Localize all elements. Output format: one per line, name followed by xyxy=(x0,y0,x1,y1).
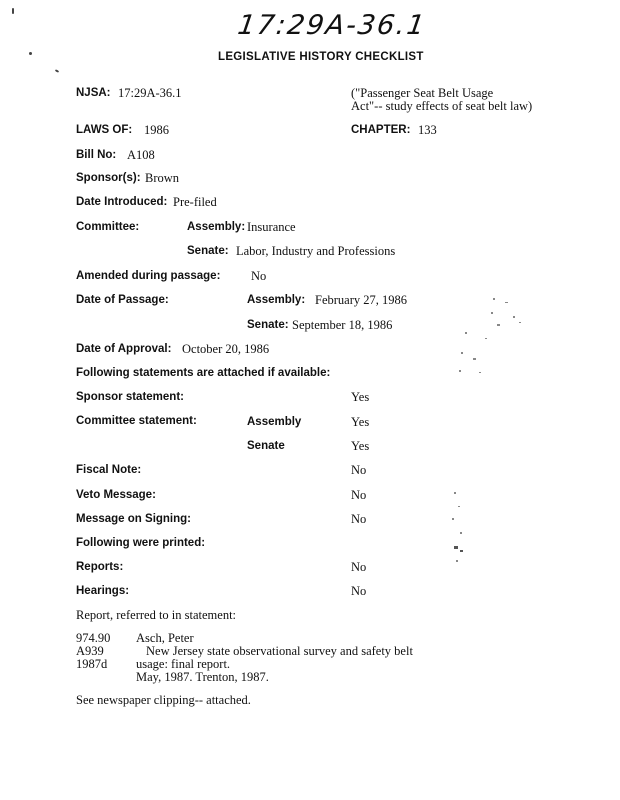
citation-publication: May, 1987. Trenton, 1987. xyxy=(136,670,269,684)
committee-statement-senate-label: Senate xyxy=(247,440,285,452)
amended-value: No xyxy=(251,269,267,283)
date-of-approval-label: Date of Approval: xyxy=(76,343,172,355)
sponsors-label: Sponsor(s): xyxy=(76,172,141,184)
handwritten-statute-number: 17:29A-36.1 xyxy=(235,10,429,41)
message-on-signing-label: Message on Signing: xyxy=(76,513,192,525)
reports-value: No xyxy=(351,560,367,574)
scan-noise-lower xyxy=(448,488,478,578)
hearings-value: No xyxy=(351,584,367,598)
passage-assembly-label: Assembly: xyxy=(247,294,306,306)
bill-no-value: A108 xyxy=(127,148,155,162)
hearings-label: Hearings: xyxy=(76,585,130,597)
laws-of-value: 1986 xyxy=(144,123,169,137)
fiscal-note-label: Fiscal Note: xyxy=(76,464,142,476)
act-note-line2: Act"-- study effects of seat belt law) xyxy=(351,99,533,113)
date-of-approval-value: October 20, 1986 xyxy=(182,342,270,356)
page-title: LEGISLATIVE HISTORY CHECKLIST xyxy=(218,51,424,63)
chapter-value: 133 xyxy=(418,123,437,137)
passage-senate-value: September 18, 1986 xyxy=(292,318,393,332)
newspaper-clipping-note: See newspaper clipping-- attached. xyxy=(76,693,251,707)
following-printed-heading: Following were printed: xyxy=(76,537,206,549)
date-of-passage-label: Date of Passage: xyxy=(76,294,169,306)
citation-title-line2: usage: final report. xyxy=(136,657,231,671)
committee-statement-label: Committee statement: xyxy=(76,415,197,427)
citation-call-number-2: A939 xyxy=(76,644,104,658)
following-attached-heading: Following statements are attached if available: xyxy=(76,367,331,379)
committee-senate-label: Senate: xyxy=(187,245,229,257)
laws-of-label: LAWS OF: xyxy=(76,124,133,136)
sponsors-value: Brown xyxy=(145,171,180,185)
scan-mark xyxy=(12,8,14,14)
committee-assembly-label: Assembly: xyxy=(187,221,246,233)
date-introduced-value: Pre-filed xyxy=(173,195,217,209)
veto-message-value: No xyxy=(351,488,367,502)
message-on-signing-value: No xyxy=(351,512,367,526)
committee-statement-assembly-value: Yes xyxy=(351,415,370,429)
scan-mark xyxy=(55,69,59,73)
scan-noise-upper xyxy=(455,292,535,382)
citation-title-line1: New Jersey state observational survey and safety belt xyxy=(146,644,413,658)
amended-label: Amended during passage: xyxy=(76,270,221,282)
citation-call-number-1: 974.90 xyxy=(76,631,111,645)
njsa-value: 17:29A-36.1 xyxy=(118,86,182,100)
fiscal-note-value: No xyxy=(351,463,367,477)
chapter-label: CHAPTER: xyxy=(351,124,411,136)
committee-statement-senate-value: Yes xyxy=(351,439,370,453)
committee-label: Committee: xyxy=(76,221,140,233)
sponsor-statement-label: Sponsor statement: xyxy=(76,391,184,403)
sponsor-statement-value: Yes xyxy=(351,390,370,404)
date-introduced-label: Date Introduced: xyxy=(76,196,168,208)
citation-call-number-3: 1987d xyxy=(76,657,108,671)
scan-mark xyxy=(29,52,32,55)
reports-label: Reports: xyxy=(76,561,124,573)
committee-assembly-value: Insurance xyxy=(247,220,296,234)
committee-senate-value: Labor, Industry and Professions xyxy=(236,244,396,258)
act-note-line1: ("Passenger Seat Belt Usage xyxy=(351,86,494,100)
passage-senate-label: Senate: xyxy=(247,319,289,331)
bill-no-label: Bill No: xyxy=(76,149,117,161)
report-referred-text: Report, referred to in statement: xyxy=(76,608,237,622)
committee-statement-assembly-label: Assembly xyxy=(247,416,302,428)
passage-assembly-value: February 27, 1986 xyxy=(315,293,407,307)
njsa-label: NJSA: xyxy=(76,87,111,99)
veto-message-label: Veto Message: xyxy=(76,489,156,501)
citation-author: Asch, Peter xyxy=(136,631,194,645)
